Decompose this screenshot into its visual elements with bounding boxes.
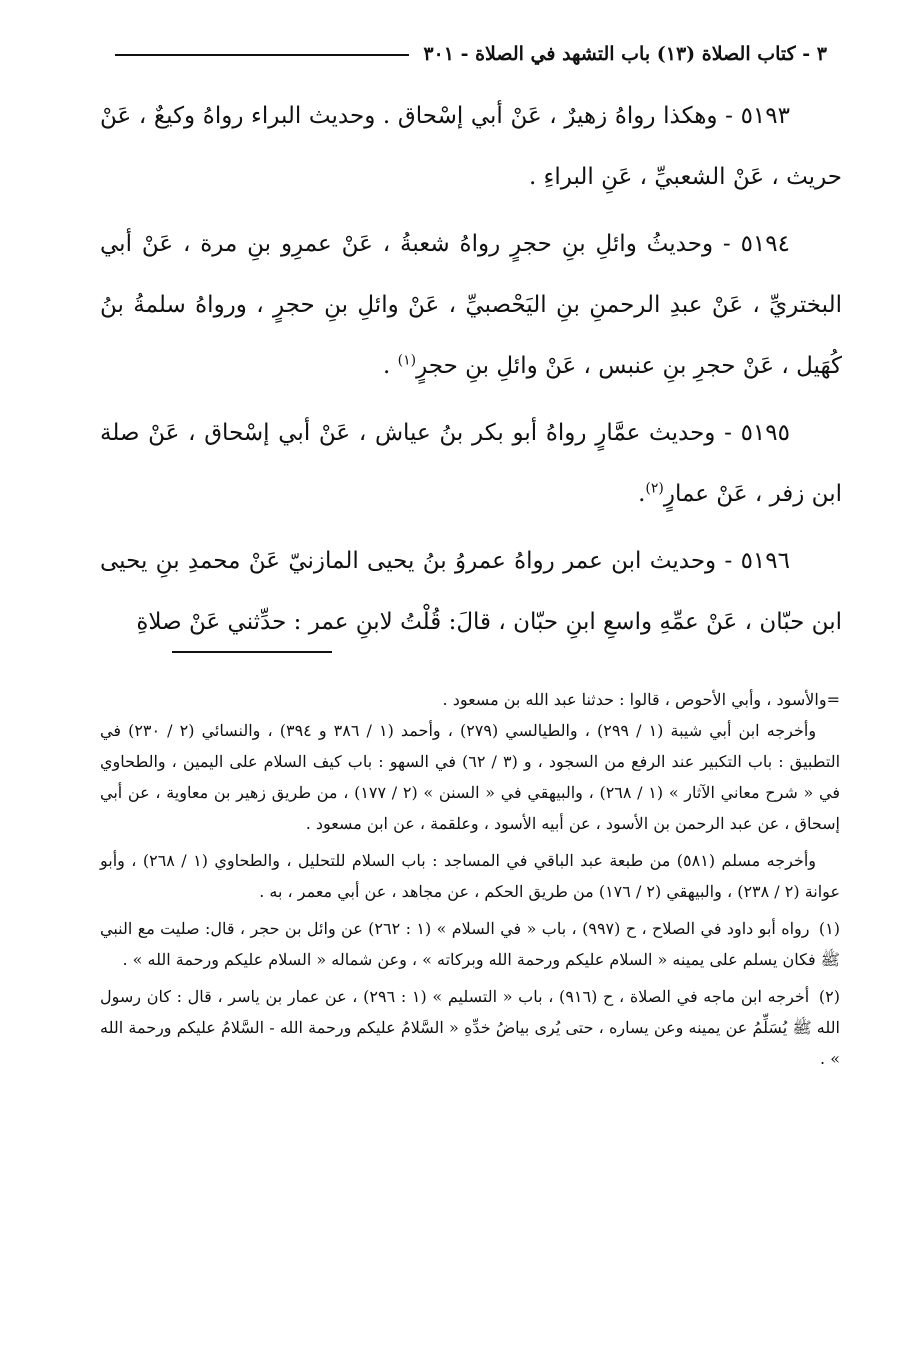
footnote-number: (٢) <box>818 987 841 1006</box>
header-rule <box>115 54 409 56</box>
footnote-separator <box>172 651 332 653</box>
paragraph-5195 <box>100 403 842 525</box>
paragraph-5194 <box>100 214 842 397</box>
footnote-1 <box>100 913 840 975</box>
paragraph-text: ٥١٩٣ - وهكذا رواهُ زهيرٌ ، عَنْ أبي إسْحاق . وحديث البراء رواهُ وكيعٌ ، عَنْ حريث ، عَنْ الشعبيِّ ، عَنِ البراءِ . <box>100 103 842 190</box>
paragraph-5196 <box>100 531 842 653</box>
paragraph-end-mark: . <box>638 481 646 507</box>
footnote-number: (١) <box>818 919 840 938</box>
paragraph-text: ٥١٩٤ - وحديثُ وائلِ بنِ حجرٍ رواهُ شعبةُ ، عَنْ عمرِو بنِ مرة ، عَنْ أبي البختريِّ ، عَنْ عبدِ الرحمنِ بنِ اليَحْصبيِّ ، عَنْ وائلِ بنِ حجرٍ ، ورواهُ سلمةُ بنُ كُهَيل ، عَنْ حجرِ بنِ عنبس ، عَنْ وائلِ بنِ حجرٍ <box>100 231 842 379</box>
paragraph-end-mark: . <box>383 353 398 379</box>
footnote-marker-1[interactable]: (١) <box>397 352 417 369</box>
footnote-2 <box>100 981 840 1074</box>
running-title: ٣ - كتاب الصلاة (١٣) باب التشهد في الصلاة - ٣٠١ <box>423 43 827 65</box>
footnote-marker-2[interactable]: (٢) <box>645 480 664 497</box>
note-continued-line: =والأسود ، وأبي الأحوص ، قالوا : حدثنا عبد الله بن مسعود . <box>442 690 840 709</box>
note-paragraph: وأخرجه مسلم (٥٨١) من طبعة عبد الباقي في المساجد : باب السلام للتحليل ، والطحاوي (١ / ٢٦٨) ، وأبو عوانة (٢ / ٢٣٨) ، والبيهقي (٢ / ١٧٦) من طريق الحكم ، عن مجاهد ، عن أبي معمر ، به . <box>100 851 840 901</box>
main-text <box>100 86 842 653</box>
paragraph-text: ٥١٩٥ - وحديث عمَّارٍ رواهُ أبو بكر بنُ عياش ، عَنْ أبي إسْحاق ، عَنْ صلة ابن زفر ، عَنْ عمارٍ <box>100 420 842 507</box>
footnotes <box>100 684 840 1074</box>
paragraph-text: ٥١٩٦ - وحديث ابن عمر رواهُ عمروُ بنُ يحيى المازنيّ عَنْ محمدِ بنِ يحيى ابن حبّان ، عَنْ عمِّهِ واسعِ ابنِ حبّان ، قالَ: قُلْتُ لابنِ عمر : حدِّثني عَنْ صلاةِ <box>100 548 842 635</box>
running-head <box>115 38 827 70</box>
footnote-text: رواه أبو داود في الصلاح ، ح (٩٩٧) ، باب « في السلام » (١ : ٢٦٢) عن وائل بن حجر ، قال: صليت مع النبي ﷺ فكان يسلم على يمينه « السلام عليكم ورحمة الله وبركاته » ، وعن شماله « السلام عليكم ورحمة الله » . <box>100 919 840 969</box>
paragraph-5193 <box>100 86 842 208</box>
footnote-text: أخرجه ابن ماجه في الصلاة ، ح (٩١٦) ، باب « التسليم » (١ : ٢٩٦) ، عن عمار بن ياسر ، قال : كان رسول الله ﷺ يُسَلِّمُ عن يمينه وعن يساره ، حتى يُرى بياضُ خدِّهِ « السَّلامُ عليكم ورحمة الله - السَّلامُ عليكم ورحمة الله » . <box>100 987 840 1068</box>
note-paragraph: وأخرجه ابن أبي شيبة (١ / ٢٩٩) ، والطيالسي (٢٧٩) ، وأحمد (١ / ٣٨٦ و ٣٩٤) ، والنسائي (٢ / ٢٣٠) في التطبيق : باب التكبير عند الرفع من السجود ، و (٣ / ٦٢) في السهو : باب كيف السلام على اليمين ، والطحاوي في « شرح معاني الآثار » (١ / ٢٦٨) ، والبيهقي في « السنن » (٢ / ١٧٧) ، من طريق زهير بن معاوية ، عن أبي إسحاق ، عن عبد الرحمن بن الأسود ، عن أبيه الأسود ، وعلقمة ، عن ابن مسعود . <box>100 721 841 833</box>
